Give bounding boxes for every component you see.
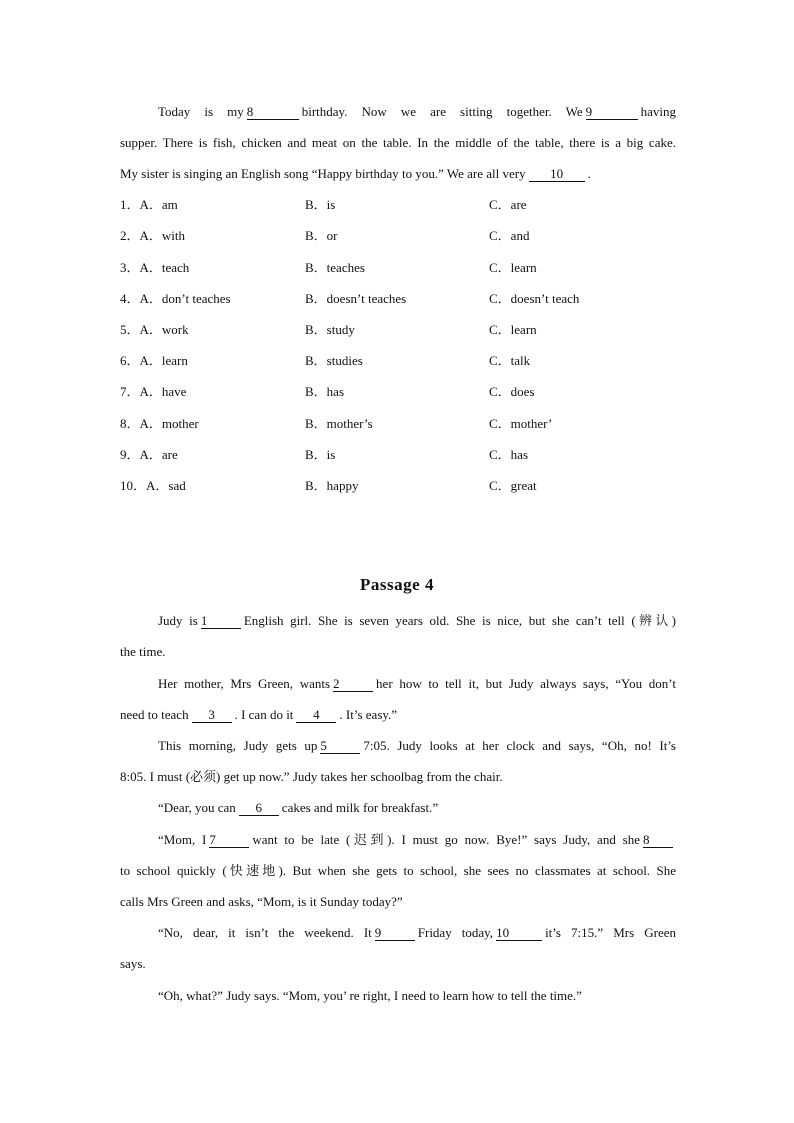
p4-line-8: “Mom, I 7 want to be late (迟到). I must go now. Bye!” says Judy, and she 8 <box>158 832 676 848</box>
option-row: 5．A．work B．study C．learn <box>120 322 537 337</box>
passage3-line-2: supper. There is fish, chicken and meat on the table. In the middle of the table, there is a big cake. <box>120 135 676 150</box>
option-row: 10．A．sad B．happy C．great <box>120 478 537 493</box>
blank-9[interactable]: 9 <box>586 105 638 120</box>
p4-line-10: calls Mrs Green and asks, “Mom, is it Sunday today?” <box>120 894 403 909</box>
blank-10[interactable]: 10 <box>496 926 542 941</box>
p4-line-2: the time. <box>120 644 166 659</box>
p4-line-7: “Dear, you can 6 cakes and milk for breakfast.” <box>158 800 439 815</box>
blank-3[interactable]: 3 <box>192 708 232 723</box>
option-row: 6．A．learn B．studies C．talk <box>120 353 531 368</box>
option-row: 9．A．are B．is C．has <box>120 447 529 462</box>
blank-5[interactable]: 5 <box>320 739 360 754</box>
blank-4[interactable]: 4 <box>296 708 336 723</box>
option-row: 4．A．don’t teaches B．doesn’t teaches C．doesn’t teach <box>120 291 580 306</box>
option-row: 3．A．teach B．teaches C．learn <box>120 260 537 275</box>
p4-line-6: 8:05. I must (必须) get up now.” Judy takes her schoolbag from the chair. <box>120 769 503 784</box>
p4-line-12: says. <box>120 956 146 971</box>
blank-8[interactable]: 8 <box>643 833 673 848</box>
p4-line-13: “Oh, what?” Judy says. “Mom, you’ re right, I need to learn how to tell the time.” <box>158 988 582 1003</box>
option-row: 8．A．mother B．mother’s C．mother’ <box>120 416 553 431</box>
p4-line-5: This morning, Judy gets up 5 7:05. Judy looks at her clock and says, “Oh, no! It’s <box>158 738 676 753</box>
option-row: 1．A．am B．is C．are <box>120 197 527 212</box>
blank-9[interactable]: 9 <box>375 926 415 941</box>
blank-6[interactable]: 6 <box>239 801 279 816</box>
passage-title: Passage 4 <box>360 575 434 594</box>
p4-line-3: Her mother, Mrs Green, wants 2 her how to tell it, but Judy always says, “You don’t <box>158 676 676 691</box>
passage3-line-1: Today is my 8 birthday. Now we are sitting together. We 9 having <box>158 104 676 119</box>
passage3-line-3: My sister is singing an English song “Happy birthday to you.” We are all very 10 . <box>120 166 591 181</box>
p4-line-11: “No, dear, it isn’t the weekend. It 9 Friday today, 10 it’s 7:15.” Mrs Green <box>158 925 676 940</box>
blank-7[interactable]: 7 <box>209 833 249 848</box>
p4-line-9: to school quickly (快速地). But when she gets to school, she sees no classmates at school. She <box>120 863 676 878</box>
blank-10[interactable]: 10 <box>529 167 585 182</box>
blank-8[interactable]: 8 <box>247 105 299 120</box>
option-row: 2．A．with B．or C．and <box>120 228 530 243</box>
blank-2[interactable]: 2 <box>333 677 373 692</box>
p4-line-4: need to teach 3 . I can do it 4 . It’s easy.” <box>120 707 398 722</box>
blank-1[interactable]: 1 <box>201 614 241 629</box>
option-row: 7．A．have B．has C．does <box>120 384 535 399</box>
p4-line-1: Judy is 1 English girl. She is seven years old. She is nice, but she can’t tell (辨认) <box>158 613 676 628</box>
